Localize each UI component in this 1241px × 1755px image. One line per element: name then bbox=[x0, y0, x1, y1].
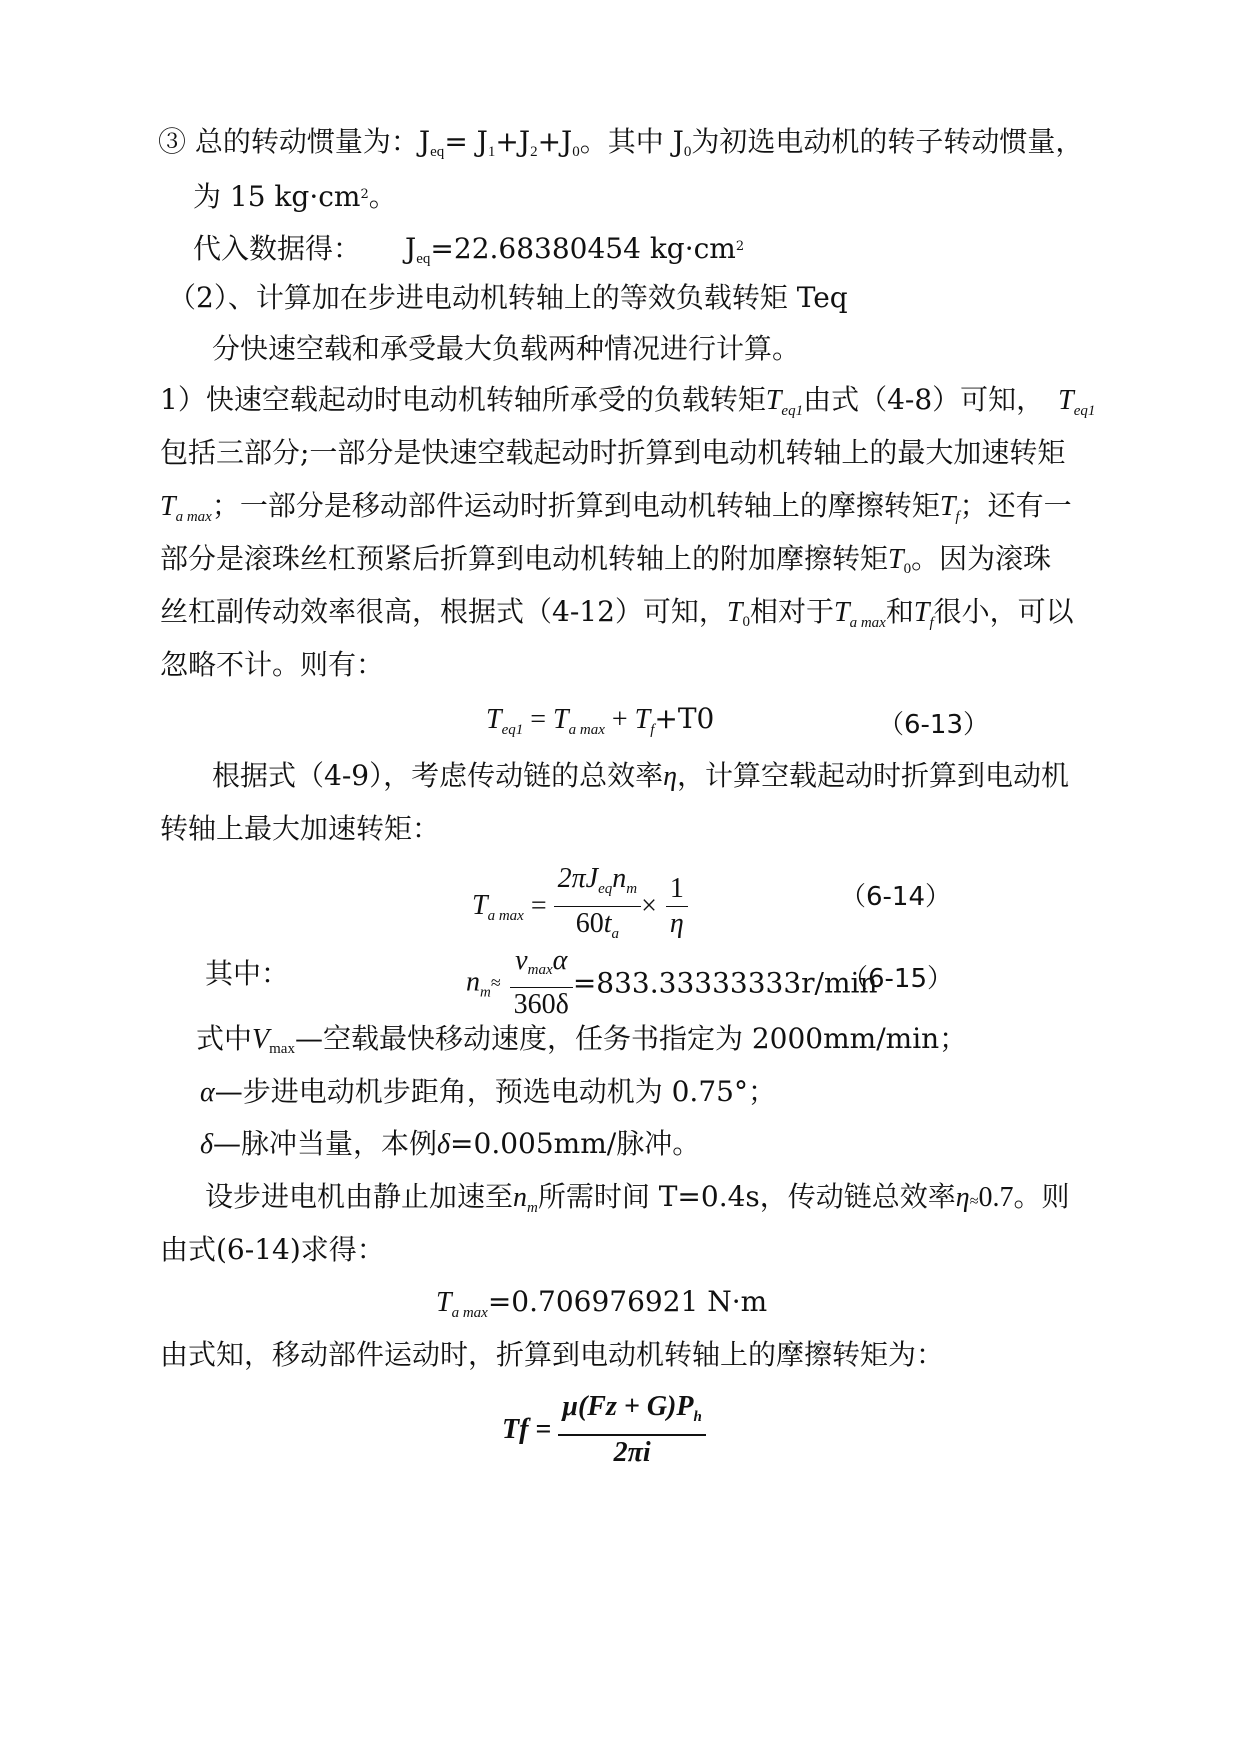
text: —空载最快移动速度，任务书指定为 2000mm/min； bbox=[294, 1022, 968, 1055]
text: = J bbox=[444, 125, 488, 158]
math-symbol: T bbox=[765, 385, 782, 416]
fraction bbox=[666, 872, 688, 941]
text: ③ 总的转动惯量为：J bbox=[158, 125, 431, 158]
text-line bbox=[160, 434, 1065, 472]
text: 设步进电机由静止加速至 bbox=[205, 1180, 514, 1213]
text: ，计算空载起动时折算到电动机 bbox=[676, 759, 1069, 792]
text: 为初选电动机的转子转动惯量， bbox=[691, 125, 1084, 158]
subscript: a max bbox=[568, 722, 605, 738]
math-symbol: n bbox=[513, 1182, 528, 1213]
text: 由式（4-8）可知， bbox=[803, 383, 1045, 416]
subscript: 2 bbox=[530, 144, 538, 160]
text: 由式(6-14)求得： bbox=[160, 1233, 385, 1266]
subscript: a max bbox=[175, 509, 212, 525]
text: J bbox=[405, 232, 417, 265]
subscript: eq bbox=[416, 251, 431, 267]
text: +T0 bbox=[654, 702, 715, 735]
text-line bbox=[200, 1125, 700, 1164]
result-line bbox=[436, 1283, 767, 1332]
subscript: 0 bbox=[903, 561, 912, 577]
subscript: m bbox=[626, 881, 638, 897]
text: 。 bbox=[368, 180, 397, 213]
subscript: m bbox=[527, 1200, 538, 1216]
approx-sign: ≈ bbox=[490, 972, 501, 993]
math-symbol: α bbox=[552, 945, 568, 976]
text: μ(Fz + G)P bbox=[562, 1391, 694, 1422]
text: 。因为滚珠 bbox=[911, 542, 1052, 575]
subscript: h bbox=[693, 1409, 702, 1425]
text-line bbox=[160, 487, 1072, 536]
text-line bbox=[200, 1073, 776, 1112]
math-symbol: T bbox=[160, 491, 176, 522]
friction-torque-formula: Tf = $\frac{\mu(Fz + G)P_h}{2\pi i}$ bbox=[502, 1390, 706, 1470]
text-line bbox=[160, 1231, 385, 1269]
fraction: $\frac{2\pi J_{eq}n_m}{60t_a}$ bbox=[554, 862, 641, 951]
subscript: f bbox=[955, 509, 960, 525]
text-line bbox=[212, 757, 1069, 796]
math-symbol: η bbox=[663, 761, 677, 792]
subscript: f bbox=[929, 615, 934, 631]
text: 所需时间 T=0.4s，传动链总效率 bbox=[537, 1180, 956, 1213]
superscript: 2 bbox=[360, 187, 369, 202]
text-line bbox=[205, 1178, 1069, 1227]
math-symbol: δ bbox=[437, 1129, 451, 1160]
text-line bbox=[160, 381, 1095, 430]
math-symbol: T bbox=[1058, 385, 1074, 416]
math-symbol: T bbox=[436, 1287, 452, 1318]
text: —脉冲当量，本例 bbox=[213, 1127, 438, 1160]
equation-6-14: $T_{a max}$ = $\frac{2\pi J_{eq}n_m}{60t_a}$ × $\frac{1}{\eta}$ bbox=[472, 862, 688, 951]
text: 丝杠副传动效率很高，根据式（4-12）可知， bbox=[160, 595, 727, 628]
math-symbol: T bbox=[913, 597, 930, 628]
text: 忽略不计。则有： bbox=[160, 648, 385, 681]
subscript: 0 bbox=[742, 614, 750, 630]
equation-number: （6-13） bbox=[878, 710, 990, 740]
math-symbol: T bbox=[888, 544, 904, 575]
math-symbol: T bbox=[939, 491, 956, 522]
subscript: eq1 bbox=[781, 403, 804, 419]
text: 转轴上最大加速转矩： bbox=[160, 812, 441, 845]
text-line bbox=[205, 955, 289, 993]
times-sign: × bbox=[641, 890, 657, 922]
text: ；还有一 bbox=[959, 489, 1072, 522]
equation-number: （6-15） bbox=[842, 964, 954, 994]
text: （2）、计算加在步进电动机转轴上的等效负载转矩 Teq bbox=[168, 281, 848, 314]
text: 其中： bbox=[205, 957, 290, 990]
text: 部分是滚珠丝杠预紧后折算到电动机转轴上的附加摩擦转矩 bbox=[160, 542, 889, 575]
math-symbol: Tf bbox=[502, 1414, 529, 1445]
text: 相对于 bbox=[750, 595, 835, 628]
text: n bbox=[612, 863, 627, 894]
text-line bbox=[193, 176, 397, 216]
subscript: max bbox=[269, 1041, 295, 1057]
text: v bbox=[515, 945, 528, 976]
math-symbol: T bbox=[726, 597, 743, 628]
math-symbol: η bbox=[669, 908, 684, 939]
subscript: eq1 bbox=[501, 722, 524, 738]
math-symbol: T bbox=[834, 597, 850, 628]
math-symbol: T bbox=[472, 890, 488, 921]
text: 由式知，移动部件运动时，折算到电动机转轴上的摩擦转矩为： bbox=[160, 1338, 945, 1371]
subscript: eq bbox=[598, 881, 613, 897]
subscript: a max bbox=[849, 615, 886, 631]
math-symbol: T bbox=[634, 704, 651, 735]
math-symbol: T bbox=[553, 704, 569, 735]
text: 根据式（4-9），考虑传动链的总效率 bbox=[212, 759, 664, 792]
math-symbol: T bbox=[486, 704, 502, 735]
text: ；一部分是移动部件运动时折算到电动机转轴上的摩擦转矩 bbox=[211, 489, 940, 522]
text-line bbox=[160, 593, 1074, 642]
text: 分快速空载和承受最大负载两种情况进行计算。 bbox=[212, 332, 801, 365]
text: =833.33333333r/min bbox=[572, 966, 878, 1000]
math-symbol: α bbox=[200, 1077, 215, 1108]
subscript: max bbox=[527, 962, 553, 978]
math-symbol: n bbox=[466, 966, 480, 998]
subscript: m bbox=[480, 984, 491, 1001]
text: 360δ bbox=[513, 989, 569, 1020]
text: 和 bbox=[885, 595, 914, 628]
text: 0.7。则 bbox=[978, 1182, 1070, 1213]
math-symbol: δ bbox=[200, 1129, 214, 1160]
text: 为 15 kg·cm bbox=[193, 180, 361, 213]
text: =0.005mm/脉冲。 bbox=[450, 1127, 701, 1160]
subscript: eq bbox=[430, 144, 445, 160]
math-symbol: V bbox=[252, 1024, 270, 1055]
subscript: a max bbox=[451, 1305, 488, 1321]
text: —步进电动机步距角，预选电动机为 0.75°； bbox=[214, 1075, 776, 1108]
text: 2πJ bbox=[557, 863, 599, 894]
text: 1）快速空载起动时电动机转轴所承受的负载转矩 bbox=[160, 383, 766, 416]
fraction bbox=[558, 1390, 705, 1470]
text-line bbox=[160, 1336, 944, 1374]
text: +J bbox=[495, 125, 531, 158]
equation-number: （6-14） bbox=[840, 882, 952, 912]
subscript: 0 bbox=[683, 144, 692, 160]
text: 包括三部分;一部分是快速空载起动时折算到电动机转轴上的最大加速转矩 bbox=[160, 436, 1066, 469]
text: 代入数据得： bbox=[193, 232, 362, 265]
section-heading bbox=[168, 279, 848, 317]
superscript: 2 bbox=[735, 239, 745, 254]
subscript: a max bbox=[487, 908, 524, 924]
text: 。其中 J bbox=[579, 125, 684, 158]
math-symbol: η bbox=[955, 1182, 970, 1213]
text-line bbox=[158, 123, 1083, 171]
text: 1 bbox=[666, 872, 688, 907]
text-line bbox=[160, 810, 440, 848]
text: =0.706976921 N·m bbox=[487, 1285, 768, 1318]
text: =22.68380454 kg·cm bbox=[430, 232, 736, 265]
subscript: a bbox=[611, 926, 619, 942]
subscript: 1 bbox=[487, 144, 496, 160]
text-line bbox=[196, 1020, 967, 1068]
equation-6-13: $T_{eq1} = T_{a max} + T_f+T0$ bbox=[486, 702, 715, 738]
text-line bbox=[193, 228, 744, 278]
text-line bbox=[160, 540, 1051, 588]
subscript: 0 bbox=[572, 144, 580, 160]
text-line bbox=[160, 646, 384, 684]
subscript: eq1 bbox=[1073, 403, 1096, 419]
subscript: f bbox=[650, 722, 655, 738]
text: +J bbox=[537, 125, 573, 158]
text: 式中 bbox=[196, 1022, 253, 1055]
equation-6-15 bbox=[466, 944, 878, 1022]
approx-sign: ≈ bbox=[969, 1193, 979, 1210]
text-line bbox=[212, 330, 800, 368]
fraction bbox=[510, 944, 573, 1022]
text: 很小，可以 bbox=[933, 595, 1074, 628]
text: 2πi bbox=[613, 1437, 651, 1468]
